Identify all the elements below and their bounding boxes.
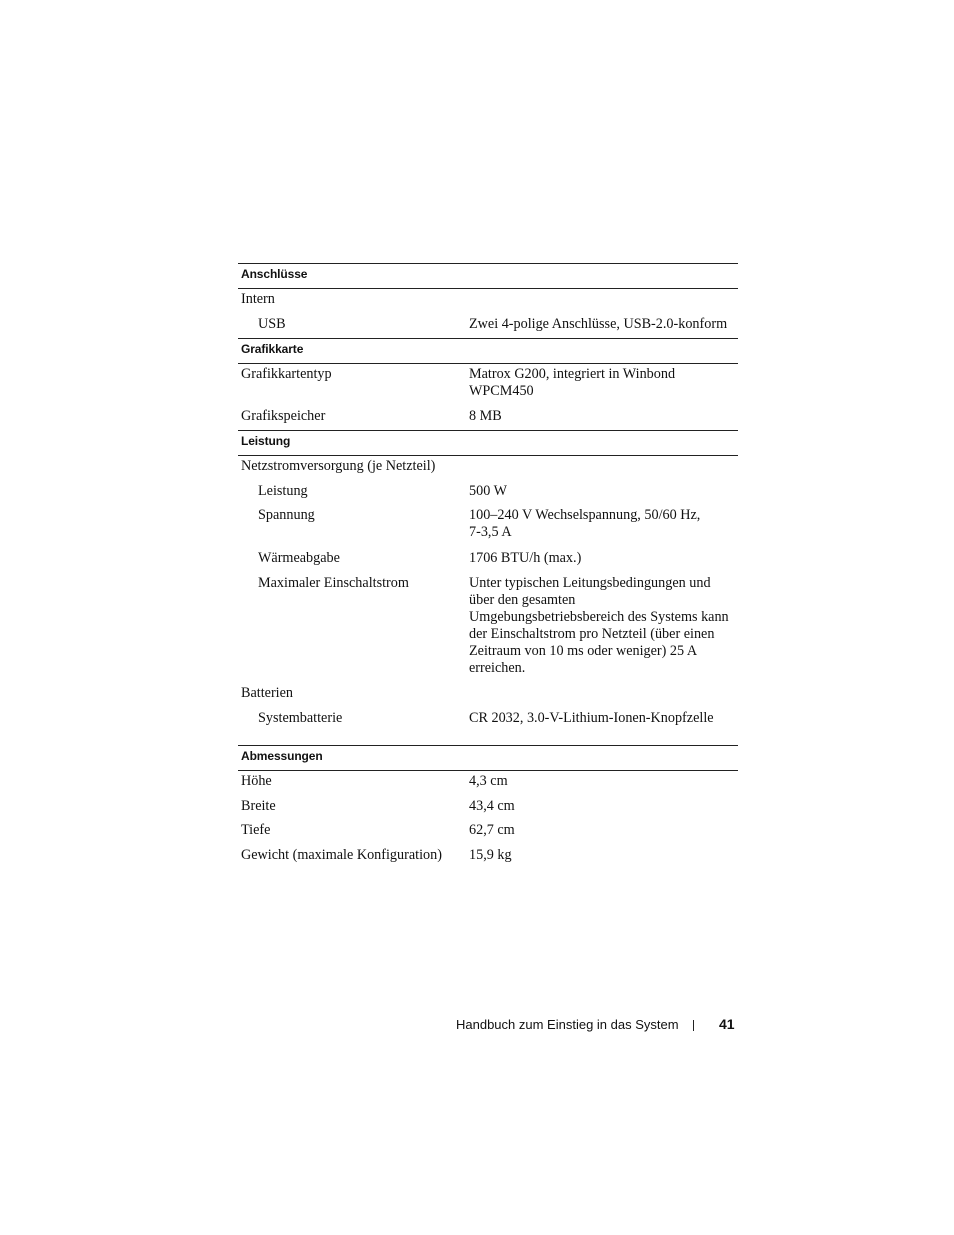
section-top-rule (238, 338, 738, 339)
page-number: 41 (719, 1016, 735, 1032)
section-top-rule (238, 430, 738, 431)
row-value-einschaltstrom-line4: der Einschaltstrom pro Netzteil (über einen (469, 626, 715, 642)
row-label-intern: Intern (241, 291, 275, 307)
row-value-einschaltstrom-line1: Unter typischen Leitungsbedingungen und (469, 575, 711, 591)
footer-separator (693, 1020, 694, 1031)
row-value-spannung-line1: 100–240 V Wechselspannung, 50/60 Hz, (469, 507, 701, 523)
row-value-grafikspeicher: 8 MB (469, 408, 502, 424)
row-value-systembatterie: CR 2032, 3.0-V-Lithium-Ionen-Knopfzelle (469, 710, 714, 726)
row-label-breite: Breite (241, 798, 276, 814)
row-value-einschaltstrom-line6: erreichen. (469, 660, 526, 676)
row-label-usb: USB (258, 316, 286, 332)
row-value-breite: 43,4 cm (469, 798, 515, 814)
section-heading-abmessungen: Abmessungen (241, 749, 323, 763)
section-bottom-rule (238, 770, 738, 771)
row-label-tiefe: Tiefe (241, 822, 271, 838)
row-label-einschaltstrom: Maximaler Einschaltstrom (258, 575, 409, 591)
section-bottom-rule (238, 363, 738, 364)
section-heading-anschluesse: Anschlüsse (241, 267, 308, 281)
row-value-spannung-line2: 7-3,5 A (469, 524, 512, 540)
section-top-rule (238, 745, 738, 746)
row-value-grafikkartentyp-line2: WPCM450 (469, 383, 534, 399)
row-label-batterien: Batterien (241, 685, 293, 701)
section-heading-grafikkarte: Grafikkarte (241, 342, 304, 356)
section-heading-leistung: Leistung (241, 434, 291, 448)
row-value-gewicht: 15,9 kg (469, 847, 512, 863)
footer-title: Handbuch zum Einstieg in das System (456, 1017, 679, 1032)
row-value-leistung: 500 W (469, 483, 507, 499)
row-label-netzstromversorgung: Netzstromversorgung (je Netzteil) (241, 458, 436, 474)
row-label-gewicht: Gewicht (maximale Konfiguration) (241, 847, 442, 863)
row-label-systembatterie: Systembatterie (258, 710, 343, 726)
row-value-grafikkartentyp-line1: Matrox G200, integriert in Winbond (469, 366, 676, 382)
row-value-waermeabgabe: 1706 BTU/h (max.) (469, 550, 582, 566)
row-label-grafikspeicher: Grafikspeicher (241, 408, 326, 424)
row-label-hoehe: Höhe (241, 773, 272, 789)
section-bottom-rule (238, 455, 738, 456)
row-label-waermeabgabe: Wärmeabgabe (258, 550, 340, 566)
section-top-rule (238, 263, 738, 264)
row-value-tiefe: 62,7 cm (469, 822, 515, 838)
row-label-leistung: Leistung (258, 483, 308, 499)
row-label-grafikkartentyp: Grafikkartentyp (241, 366, 332, 382)
row-value-einschaltstrom-line3: Umgebungsbetriebsbereich des Systems kann (469, 609, 729, 625)
row-value-einschaltstrom-line5: Zeitraum von 10 ms oder weniger) 25 A (469, 643, 698, 659)
row-value-usb: Zwei 4-polige Anschlüsse, USB-2.0-konform (469, 316, 728, 332)
row-value-hoehe: 4,3 cm (469, 773, 508, 789)
row-label-spannung: Spannung (258, 507, 315, 523)
section-bottom-rule (238, 288, 738, 289)
row-value-einschaltstrom-line2: über den gesamten (469, 592, 576, 608)
